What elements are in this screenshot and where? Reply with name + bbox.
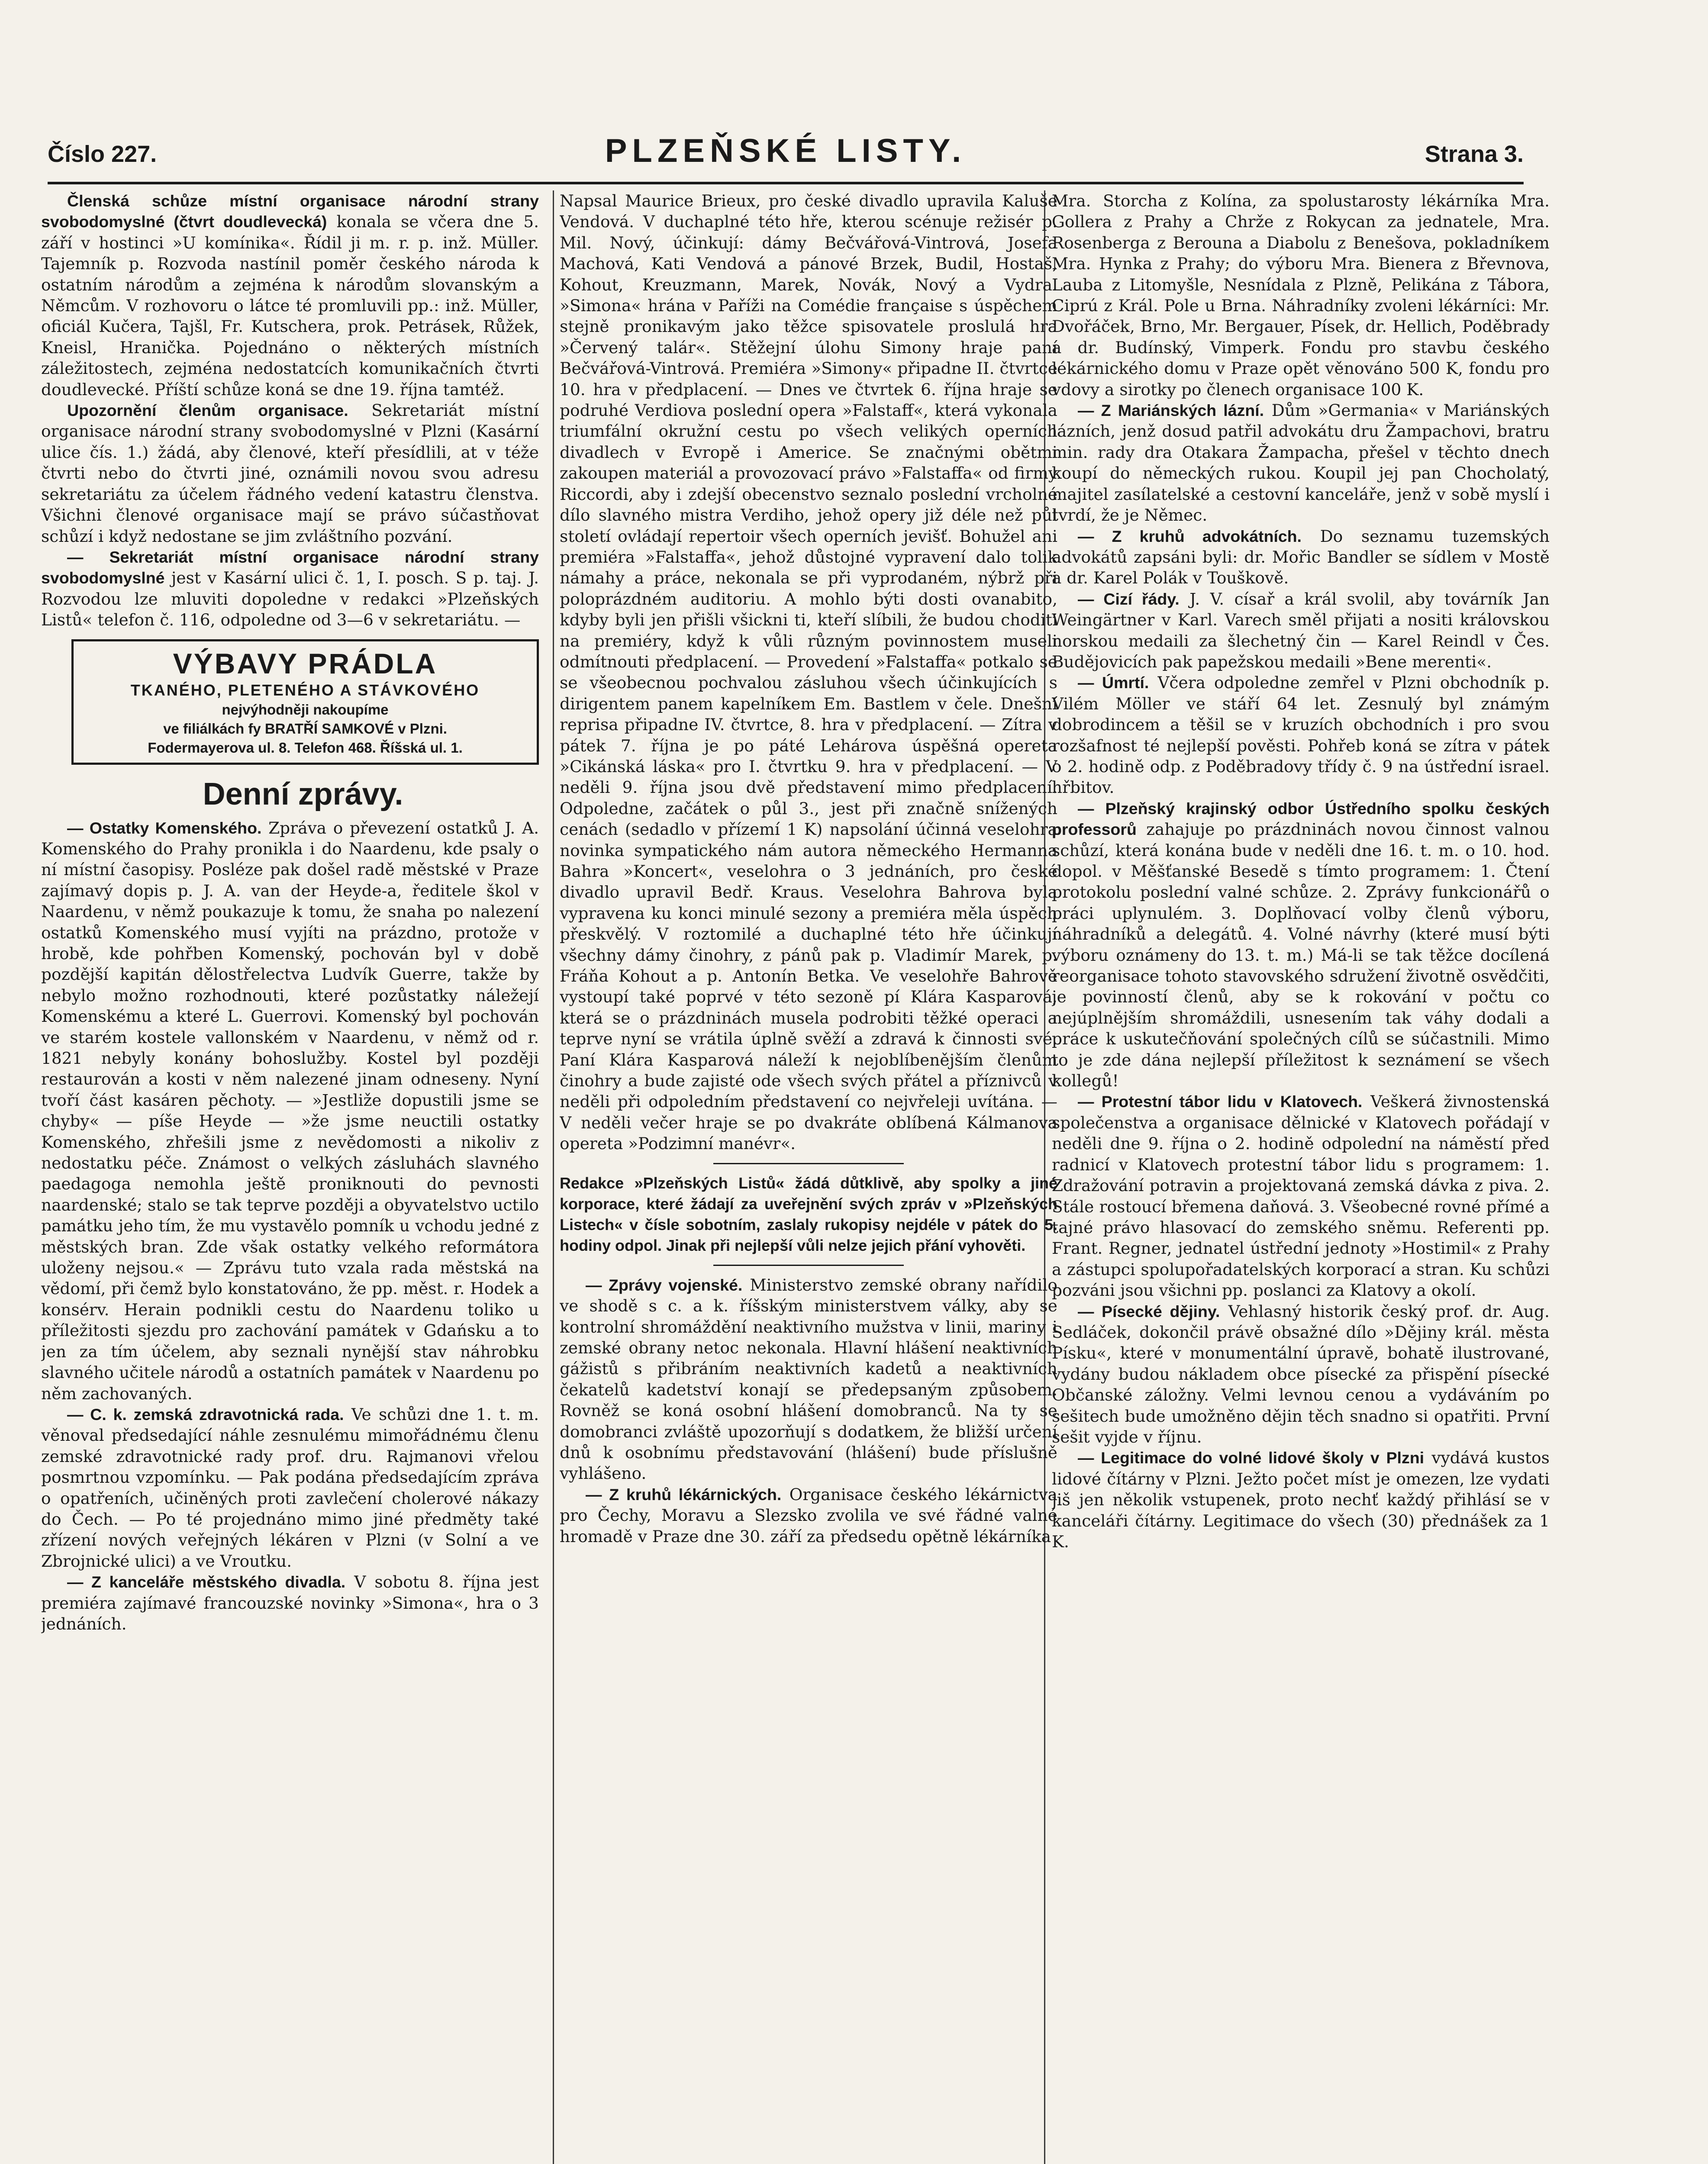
article [41,1404,539,1571]
article [1052,1301,1550,1448]
article-body: Zpráva o převezení ostatků J. A. Komenského do Prahy pronikla i do Naardenu, kde psaly o ní místní časopisy. Posléze pak došel radě městské v Praze zajímavý dopis p. J. A. van der Heyde-a, ředitele škol v Naardenu, v němž poukazuje k tomu, že snaha po nalezení ostatků Komenského musí vyjíti na prázdno, protože v hrobě, kde pohřben Komenský, pochován byl v době pozdější kapitán dělostřelectva Ludvík Guerre, takže by nebylo možno rozhodnouti, které pozůstatky náležejí Komenskému a které L. Guerrovi. Komenský byl pochován ve starém kostele vallonském v Naardenu, v němž od r. 1821 nebyly konány bohoslužby. Kostel byl později restaurován a kosti v něm nalezené jinam odneseny. Nyní tvoří část kasáren pěchoty. — »Jestliže dopustili jsme se chyby« — píše Heyde — »že jsme neuctili ostatky Komenského, zhřešili jsme z nevědomosti a nikoliv z nedostatku péče. Známost o velkých zásluhách slavného paedagoga nemohla ještě proniknouti do pevnosti naardenské; stalo se tak teprve později a obyvatelstvo uctilo památku jeho tím, že mu vystavělo pomník u vchodu jedné z městských bran. Zde však ostatky velkého reformátora uloženy nejsou.« — Zprávu tuto vzala rada městská na vědomí, při čemž bylo konstatováno, že pp. měst. r. Hodek a konsérv. Herain podnikli cestu do Naardenu toliko u příležitosti sjezdu pro zachování památek v Gdańsku a to jen za tím účelem, aby seznali nynější stav náhrobku slavného učitele národů a ostatních památek v Naardenu po něm zachovaných. [41,818,539,1403]
article [560,1484,1057,1547]
article-heading: — C. k. zemská zdravotnická rada. [67,1405,344,1423]
article-heading: — Z kruhů lékárnických. [586,1485,782,1504]
advertisement [71,639,539,765]
article [1052,798,1550,1092]
article-heading: — Z Mariánských lázní. [1078,401,1264,420]
header-rule [48,182,1524,184]
editorial-notice: Redakce »Plzeňských Listů« žádá důtklivě, aby spolky a jiné korporace, které žádají za uveřejnění svých zpráv v »Plzeňských Listech« v čísle sobotním, zaslaly rukopisy nejdéle v pátek do 5. hodiny odpol. Jinak při nejlepší vůli nelze jejich přání vyhověti. [560,1174,1057,1254]
article-heading: Upozornění členům organisace. [67,401,348,420]
article-heading: — Zprávy vojenské. [586,1275,743,1294]
article-heading: — Protestní tábor lidu v Klatovech. [1078,1092,1363,1111]
article-body: zahajuje po prázdninách novou činnost valnou schůzí, která konána bude v neděli dne 16. t. m. o 10. hod. dopol. v Měšťanské Besedě s tímto programem: 1. Čtení protokolu poslední valné schůze. 2. Zprávy funkcionářů o práci uplynulém. 3. Doplňovací volby členů výboru, náhradníků a delegátů. 4. Volné návrhy (které musí býti výboru oznámeny do 13. t. m.) Má-li se tak těžce docílená reorganisace tohoto stavovského sdružení životně osvědčiti, je povinností členů, aby se k rokování v počtu co nejúplnějším shromáždili, usnesením tak váhy dodali a práce k uskutečňování společných cílů se súčastnili. Mimo to je zde dána nejlepší příležitost k seznámení se všech kollegů! [1052,820,1550,1091]
article-body: Veškerá živnostenská společenstva a organisace dělnické v Klatovech pořádají v neděli dne 9. října o 2. hodině odpolední na náměstí před radnicí v Klatovech protestní tábor lidu s programem: 1. Zdražování potravin a projektovaná zemská dávka z piva. 2. Stále rostoucí břemena daňová. 3. Všeobecné rovné přímé a tajné právo hlasovací do zemského sněmu. Referenti pp. Frant. Regner, jednatel ústřední jednoty »Hostimil« z Prahy a zástupci spolupořadatelských korporací a stran. Ku schůzi pozváni jsou všichni pp. poslanci za Klatovy a okolí. [1052,1092,1550,1300]
article-heading: — Z kruhů advokátních. [1078,527,1302,545]
article-heading: — Z kanceláře městského divadla. [67,1573,346,1591]
issue-number: Číslo 227. [48,141,157,167]
article-body: konala se včera dne 5. září v hostinci »U komínika«. Řídil ji m. r. p. inž. Müller. Tajemník p. Rozvoda nastínil poměr českého národa k ostatním národům a zejména k národům slovanským a Němcům. V rozhovoru o látce té promluvili pp.: inž. Müller, oficiál Kučera, Tajšl, Fr. Kutschera, prok. Petrásek, Růžek, Kneisl, Hranička. Pojednáno o některých místních záležitostech, zejména nedostatcích komunikačních čtvrti doudlevecké. Příští schůze koná se dne 19. října tamtéž. [41,212,539,399]
column-3 [1052,190,1550,2164]
article [1052,1091,1550,1301]
ad-text: ve filiálkách fy BRATŘÍ SAMKOVÉ v Plzni. [163,720,447,737]
article-body: J. V. císař a král svolil, aby továrník Jan Weingärtner v Karl. Varech směl přijati a nositi královskou norskou medaili za šlechetný čin — Karel Reindl v Čes. Budějovicích pak papežskou medaili »Bene merenti«. [1052,589,1550,671]
section-heading: Denní zprávy. [203,776,403,812]
article-body: Ve schůzi dne 1. t. m. věnoval předsedající náhle zesnulému mimořádnému členu zemské zdravotnické rady prof. dru. Rajmanovi vřelou posmrtnou vzpomínku. — Pak podána předsedajícím zpráva o opatřeních, učiněných proti zavlečení cholerové nákazy do Čech. — Po té projednáno mimo jiné předměty také zřízení nových veřejných lékáren v Plzni (v Solní a ve Zbrojnické ulici) a ve Vroutku. [41,1404,539,1571]
page-number: Strana 3. [1424,141,1524,167]
ad-subheadline: TKANÉHO, PLETENÉHO A STÁVKOVÉHO [130,681,480,699]
column-divider [553,190,554,2164]
article [41,190,539,400]
article-body: V sobotu 8. října jest premiéra zajímavé francouzské novinky »Simona«, hra o 3 jednáních. [41,1572,539,1633]
article [41,400,539,547]
article-continuation: Mra. Storcha z Kolína, za spolustarosty lékárníka Mra. Gollera z Prahy a Chrže z Rokycan za jednatele, Mra. Rosenberga z Berouna a Diabolu z Benešova, pokladníkem Mra. Hynka z Prahy; do výboru Mra. Bienera z Břevnova, Lauba z Litomyšle, Nesnídala z Plzně, Pelikána z Tábora, Ciprú z Král. Pole u Brna. Náhradníky zvoleni lékárníci: Mr. Dvořáček, Brno, Mr. Bergauer, Písek, dr. Hellich, Poděbrady a dr. Budínský, Vimperk. Fondu pro stavbu českého lékárnického domu v Praze opět věnováno 500 K, fondu pro vdovy a sirotky po členech organisace 100 K. [1052,191,1550,399]
article-body: Ministerstvo zemské obrany nařídilo ve shodě s c. a k. říšským ministerstvem války, aby se kontrolní shromáždění neaktivního mužstva v linii, mariny i zemské obrany netoc nekonala. Hlavní hlášení neaktivních gážistů s přibráním neaktivních kadetů a neaktivních čekatelů kadetství konají se předepsaným způsobem. Rovněž se koná osobní hlášení domobranců. Na ty se domobranci zvláště upozorňují s dodatkem, že bližší určení dnů k osobnímu představování (hlášení) bude příslušně vyhlášeno. [560,1275,1057,1483]
article [41,818,539,1404]
article [41,1571,539,1634]
article-heading: — Legitimace do volné lidové školy v Plzni [1078,1449,1424,1467]
divider [713,1163,904,1164]
column-1 [41,190,539,2164]
article [560,1275,1057,1484]
newspaper-title: PLZEŇSKÉ LISTY. [605,132,967,169]
article-body: Sekretariát místní organisace národní strany svobodomyslné v Plzni (Kasární ulice čís. 1.) žádá, aby členové, kteří přesídlili, at v téže čtvrti nebo do čtvrti jiné, oznámili novou svou adresu sekretariátu za účelem řádného vedení katastru členstva. Všichni členové organisace mají se právo súčastňovat schůzí i když nedostane se jim zvláštního pozvání. [41,401,539,546]
article-body: Do seznamu tuzemských advokátů zapsáni byli: dr. Mořic Bandler se sídlem v Mostě a dr. Karel Polák v Touškově. [1052,526,1550,588]
article-body: Včera odpoledne zemřel v Plzni obchodník p. Vilém Möller ve stáří 64 let. Zesnulý byl známým dobrodincem a těšil se v kruzích obchodních i pro svou rozšafnost té nejlepší pověsti. Pohřeb koná se zítra v pátek o 2. hodině odp. z Poděbradovy třídy č. 9 na ústřední israel. hřbitov. [1052,673,1550,797]
article-body: vydává kustos lidové čítárny v Plzni. Ježto počet míst je omezen, lze vydati jiš jen několik vstupenek, proto nechť každý přihlásí se v kanceláři čítárny. Legitimace do všech (30) přednášek za 1 K. [1052,1448,1550,1551]
article-heading: — Ostatky Komenského. [67,818,262,837]
article [1052,672,1550,798]
article-heading: — Cizí řády. [1078,589,1179,608]
column-2 [560,190,1057,2164]
ad-address: Fodermayerova ul. 8. Telefon 468. Říšská ul. 1. [148,739,463,756]
article-body: Organisace českého lékárnictva pro Čechy, Moravu a Slezsko zvolila ve své řádné valné hromadě v Praze dne 30. září za předsedu opětně lékárníka [560,1485,1057,1546]
ad-text: nejvýhodněji nakoupíme [222,701,389,718]
article-body: Vehlasný historik český prof. dr. Aug. Sedláček, dokončil právě obsažné dílo »Dějiny král. města Písku«, které v monumentální úpravě, bohatě ilustrované, vydány budou nákladem obce písecké za přispění písecké Občanské záložny. Velmi levnou cenou a vydáváním po sešitech bude umožněno dějin těch snadno si opatřiti. První sešit vyjde v říjnu. [1052,1301,1550,1446]
ad-headline: VÝBAVY PRÁDLA [173,647,438,679]
article [1052,589,1550,673]
article-heading: Členská schůze místní organisace národní strany svobodomyslné (čtvrt doudlevecká) [41,192,539,231]
article-continuation: Napsal Maurice Brieux, pro české divadlo upravila Kaluše Vendová. V duchaplné této hře, kterou scénuje režisér p. Mil. Nový, účinkují: dámy Bečvářová-Vintrová, Josefa Machová, Kati Vendová a pánové Brzek, Budil, Hostaš, Kohout, Kreuzmann, Marek, Novák, Nový a Vydra. »Simona« hrána v Paříži na Comédie française s úspěchem stejně pronikavým jako těžce spisovatele proslulá hra »Červený talár«. Stěžejní úlohu Simony hraje paní Bečvářová-Vintrová. Premiéra »Simony« připadne II. čtvrtce 10. hra v předplacení. — Dnes ve čtvrtek 6. října hraje se podruhé Verdiova poslední opera »Falstaff«, která vykonala triumfální okružní cestu po všech velikých operních divadlech v Evropě i Americe. Se značnými obětmi zakoupen materiál a provozovací právo »Falstaffa« od firmy Riccordi, aby i zdejší obecenstvo seznalo poslední vrcholné dílo slavného mistra Verdiho, jehož opery již déle než půl století ovládají repertoir všech operních jevišť. Bohužel ani premiéra »Falstaffa«, jehož důstojné vypravení dalo tolik námahy a práce, nekonala se při vyprodaném, nýbrž při poloprázdném auditoriu. A mohlo býti dosti ovanabito, kdyby byli jen přišli všickni ti, kteří slíbili, že budou choditi na premiéry, když k vůli různým povinnostem museli odmítnouti předplacení. — Provedení »Falstaffa« potkalo se se všeobecnou pochvalou zásluhou všech účinkujících s dirigentem panem kapelníkem Em. Bastlem v čele. Dnešní reprisa připadne IV. čtvrtce, 8. hra v předplacení. — Zítra v pátek 7. října je po páté Lehárova úspěšná opereta »Cikánská láska« pro I. čtvrtku 9. hra v předplacení. — V neděli 9. října jsou dvě představení mimo předplacení. Odpoledne, začátek o půl 3., jest při značně snížených cenách (sedadlo v přízemí 1 K) napsolání účinná veselohra novinka sympatického nám autora německého Hermanna Bahra »Koncert«, veselohra o 3 jednáních, pro české divadlo upravil Bedř. Kraus. Veselohra Bahrova byla vypravena ku konci minulé sezony a premiéra měla úspěch přeskvělý. V roztomilé a duchaplné této hře účinkují všechny dámy činohry, z pánů pak p. Vladimír Marek, p. Fráňa Kohout a p. Antonín Betka. Ve veselohře Bahrově vystoupí také poprvé v této sezoně pí Klára Kasparová, která se o prázdninách musela podrobiti těžké operaci a teprve nyní se vrátila úplně svěží a zdravá k činnosti své. Paní Klára Kasparová náleží k nejoblíbenějším členům činohry a bude zajisté ode všech svých přátel a příznivců v neděli při odpoledním představení co nejvřeleji uvítána. — V neděli večer hraje se po dvakráte oblíbená Kálmanova opereta »Podzimní manévr«. [560,191,1057,1153]
article [1052,400,1550,525]
article [1052,1447,1550,1552]
article-body: jest v Kasární ulici č. 1, I. posch. S p. taj. J. Rozvodou lze mluviti dopoledne v redakci »Plzeňských Listů« telefon č. 116, odpoledne od 3—6 v sekretariátu. — [41,568,539,630]
article-heading: — Plzeňský krajinský odbor Ústředního spolku českých professorů [1052,799,1550,839]
article-heading: — Úmrtí. [1078,673,1149,692]
article-heading: — Písecké dějiny. [1078,1302,1220,1320]
article-heading: — Sekretariát místní organisace národní strany svobodomyslné [41,547,539,587]
article [41,547,539,631]
page-header [48,132,1524,180]
article-body: Dům »Germania« v Mariánských lázních, jenž dosud patřil advokátu dru Žampachovi, bratru min. rady dra Otakara Žampacha, přešel v těchto dnech koupí do německých rukou. Koupil jej pan Chocholatý, majitel zasílatelské a cestovní kanceláře, jenž v sobě myslí i tvrdí, že je Němec. [1052,401,1550,525]
article [1052,526,1550,589]
divider [713,1265,904,1266]
